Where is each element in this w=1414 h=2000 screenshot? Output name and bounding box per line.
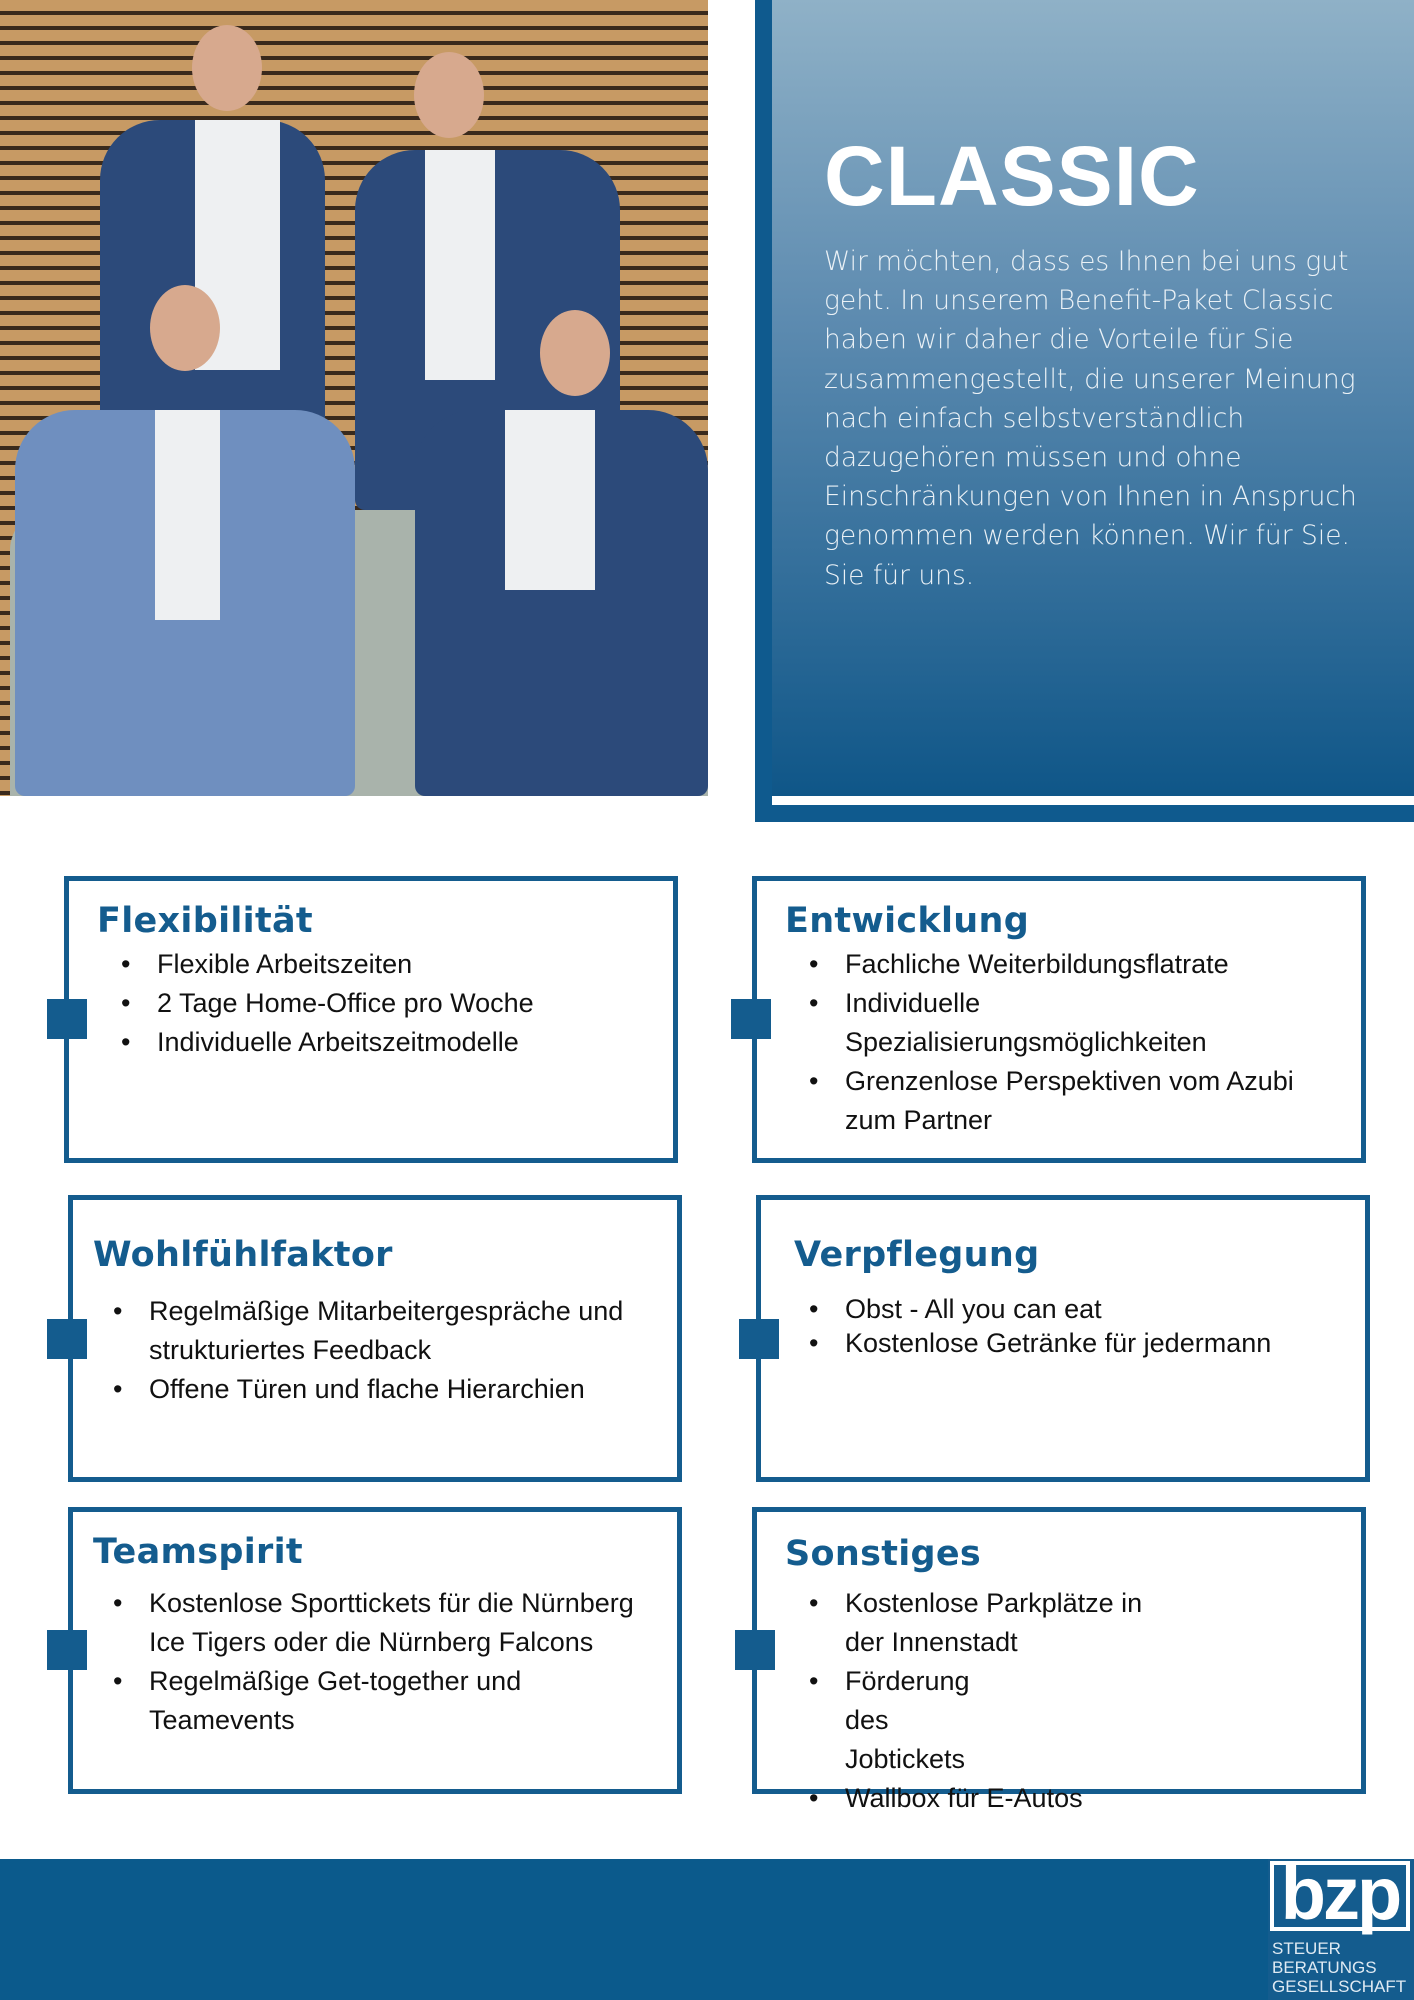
card-marker	[47, 1319, 87, 1359]
card-marker	[735, 1630, 775, 1670]
benefit-list	[809, 1292, 1345, 1360]
list-item: • 2 Tage Home-Office pro Woche	[121, 984, 653, 1023]
benefit-list	[809, 945, 1341, 1140]
panel-frame	[755, 0, 772, 822]
benefit-card-flexibilitaet	[64, 876, 678, 1163]
list-item: • Kostenlose Parkplätze in der Innenstadt	[809, 1584, 1341, 1662]
card-title: Flexibilität	[97, 901, 313, 941]
list-item: • Individuelle Spezialisierungsmöglichkeiten	[809, 984, 1341, 1062]
card-title: Verpflegung	[794, 1235, 1040, 1275]
benefit-list	[113, 1584, 657, 1740]
benefit-card-entwicklung	[752, 876, 1366, 1163]
logo-subtitle: STEUER BERATUNGS GESELLSCHAFT	[1272, 1939, 1407, 1996]
benefit-list	[113, 1292, 657, 1409]
card-title: Entwicklung	[785, 901, 1030, 941]
card-marker	[739, 1319, 779, 1359]
panel-frame	[755, 805, 1414, 822]
list-item: • Förderung des Jobtickets	[809, 1662, 1341, 1779]
list-item: • Kostenlose Sporttickets für die Nürnberg Ice Tigers oder die Nürnberg Falcons	[113, 1584, 657, 1662]
card-marker	[47, 1630, 87, 1670]
card-title: Sonstiges	[785, 1534, 982, 1574]
list-item: • Obst - All you can eat	[809, 1292, 1345, 1326]
list-item: • Offene Türen und flache Hierarchien	[113, 1370, 657, 1409]
card-title: Teamspirit	[93, 1532, 303, 1572]
team-photo	[0, 0, 708, 796]
logo-mark: bzp	[1270, 1861, 1410, 1931]
list-item: • Regelmäßige Get-together und Teamevents	[113, 1662, 657, 1740]
list-item: • Wallbox für E-Autos	[809, 1779, 1341, 1818]
card-marker	[731, 999, 771, 1039]
benefit-card-wohlfuehlfaktor	[68, 1195, 682, 1482]
list-item: • Flexible Arbeitszeiten	[121, 945, 653, 984]
list-item: • Individuelle Arbeitszeitmodelle	[121, 1023, 653, 1062]
footer-bar	[0, 1859, 1414, 2000]
benefit-card-teamspirit	[68, 1507, 682, 1794]
page-title: CLASSIC	[824, 129, 1200, 223]
intro-text: Wir möchten, dass es Ihnen bei uns gut geht. In unserem Benefit-Paket Classic haben wir daher die Vorteile für Sie zusammengestellt, die unserer Meinung nach einfach selbstverständlich dazugehören müssen und ohne Einschränkungen von Ihnen in Anspruch genommen werden können. Wir für Sie. Sie für uns.	[824, 246, 1357, 591]
list-item: • Regelmäßige Mitarbeitergespräche und strukturiertes Feedback	[113, 1292, 657, 1370]
list-item: • Grenzenlose Perspektiven vom Azubi zum Partner	[809, 1062, 1341, 1140]
benefit-list	[121, 945, 653, 1062]
benefit-card-sonstiges	[752, 1507, 1366, 1813]
list-item: • Fachliche Weiterbildungsflatrate	[809, 945, 1341, 984]
benefit-card-verpflegung	[756, 1195, 1370, 1482]
card-title: Wohlfühlfaktor	[93, 1235, 393, 1275]
benefit-list	[809, 1584, 1341, 1818]
card-marker	[47, 999, 87, 1039]
list-item: • Kostenlose Getränke für jedermann	[809, 1326, 1345, 1360]
bzp-logo	[1268, 1852, 1414, 2000]
